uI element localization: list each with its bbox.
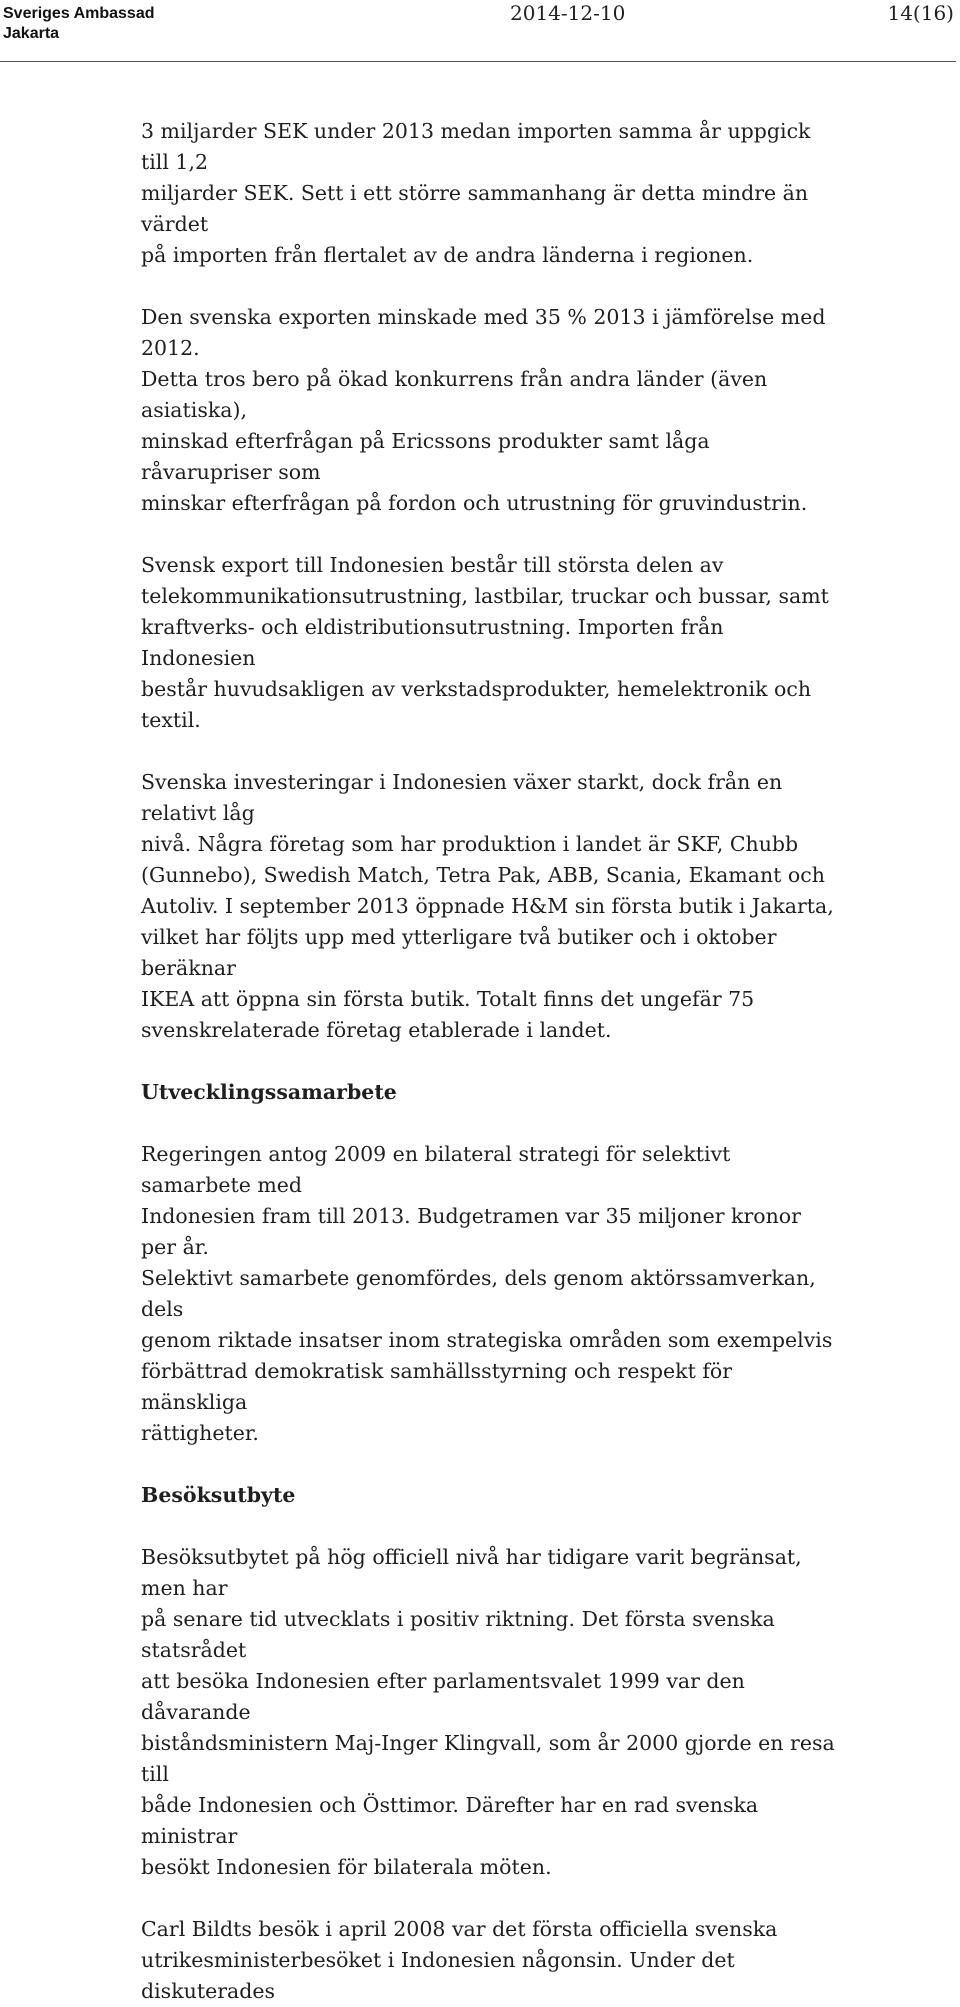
text-line: telekommunikationsutrustning, lastbilar, truckar och bussar, samt — [141, 584, 829, 608]
paragraph-strategy — [141, 1139, 841, 1449]
text-line: 3 miljarder SEK under 2013 medan importen samma år uppgick till 1,2 — [141, 119, 811, 174]
paragraph-export-import — [141, 116, 841, 271]
text-line: genom riktade insatser inom strategiska områden som exempelvis — [141, 1328, 833, 1352]
text-line: består huvudsakligen av verkstadsprodukter, hemelektronik och textil. — [141, 677, 812, 732]
page-header — [0, 0, 960, 62]
paragraph-export-composition — [141, 550, 841, 736]
text-line: Detta tros bero på ökad konkurrens från andra länder (även asiatiska), — [141, 367, 768, 422]
text-line: rättigheter. — [141, 1421, 259, 1445]
text-line: på importen från flertalet av de andra länderna i regionen. — [141, 243, 754, 267]
text-line: svenskrelaterade företag etablerade i landet. — [141, 1018, 612, 1042]
text-line: Regeringen antog 2009 en bilateral strategi för selektivt samarbete med — [141, 1142, 731, 1197]
text-line: både Indonesien och Östtimor. Därefter har en rad svenska ministrar — [141, 1793, 759, 1848]
section-heading-visit-exchange: Besöksutbyte — [141, 1483, 296, 1507]
text-line: kraftverks- och eldistributionsutrustning. Importen från Indonesien — [141, 615, 724, 670]
text-line: biståndsministern Maj-Inger Klingvall, som år 2000 gjorde en resa till — [141, 1731, 835, 1786]
paragraph-visits — [141, 1542, 841, 1883]
text-line: Den svenska exporten minskade med 35 % 2013 i jämförelse med 2012. — [141, 305, 826, 360]
embassy-name-line1: Sveriges Ambassad — [3, 5, 155, 22]
header-divider — [0, 61, 956, 62]
text-line: Carl Bildts besök i april 2008 var det första officiella svenska — [141, 1917, 778, 1941]
text-line: Indonesien fram till 2013. Budgetramen var 35 miljoner kronor per år. — [141, 1204, 801, 1259]
text-line: minskar efterfrågan på fordon och utrustning för gruvindustrin. — [141, 491, 808, 515]
text-line: besökt Indonesien för bilaterala möten. — [141, 1855, 552, 1879]
text-line: minskad efterfrågan på Ericssons produkter samt låga råvarupriser som — [141, 429, 710, 484]
paragraph-export-decline — [141, 302, 841, 519]
page-number: 14(16) — [887, 1, 954, 25]
text-line: att besöka Indonesien efter parlamentsvalet 1999 var den dåvarande — [141, 1669, 745, 1724]
text-line: Svensk export till Indonesien består till största delen av — [141, 553, 724, 577]
text-line: IKEA att öppna sin första butik. Totalt finns det ungefär 75 — [141, 987, 755, 1011]
section-heading-development-cooperation: Utvecklingssamarbete — [141, 1080, 397, 1104]
embassy-name-line2: Jakarta — [3, 25, 60, 42]
text-line: vilket har följts upp med ytterligare två butiker och i oktober beräknar — [141, 925, 777, 980]
document-body — [141, 116, 841, 2007]
text-line: Svenska investeringar i Indonesien växer starkt, dock från en relativt låg — [141, 770, 783, 825]
document-date: 2014-12-10 — [510, 1, 626, 25]
text-line: på senare tid utvecklats i positiv riktning. Det första svenska statsrådet — [141, 1607, 775, 1662]
embassy-name — [3, 4, 154, 44]
text-line: (Gunnebo), Swedish Match, Tetra Pak, ABB, Scania, Ekamant och — [141, 863, 825, 887]
paragraph-investments — [141, 767, 841, 1046]
text-line: nivå. Några företag som har produktion i landet är SKF, Chubb — [141, 832, 799, 856]
paragraph-bildt-visit — [141, 1914, 841, 2007]
text-line: miljarder SEK. Sett i ett större sammanhang är detta mindre än värdet — [141, 181, 809, 236]
text-line: utrikesministerbesöket i Indonesien någonsin. Under det diskuterades — [141, 1948, 735, 2003]
text-line: Selektivt samarbete genomfördes, dels genom aktörssamverkan, dels — [141, 1266, 816, 1321]
text-line: Autoliv. I september 2013 öppnade H&M sin första butik i Jakarta, — [141, 894, 834, 918]
text-line: Besöksutbytet på hög officiell nivå har tidigare varit begränsat, men har — [141, 1545, 802, 1600]
text-line: förbättrad demokratisk samhällsstyrning och respekt för mänskliga — [141, 1359, 733, 1414]
